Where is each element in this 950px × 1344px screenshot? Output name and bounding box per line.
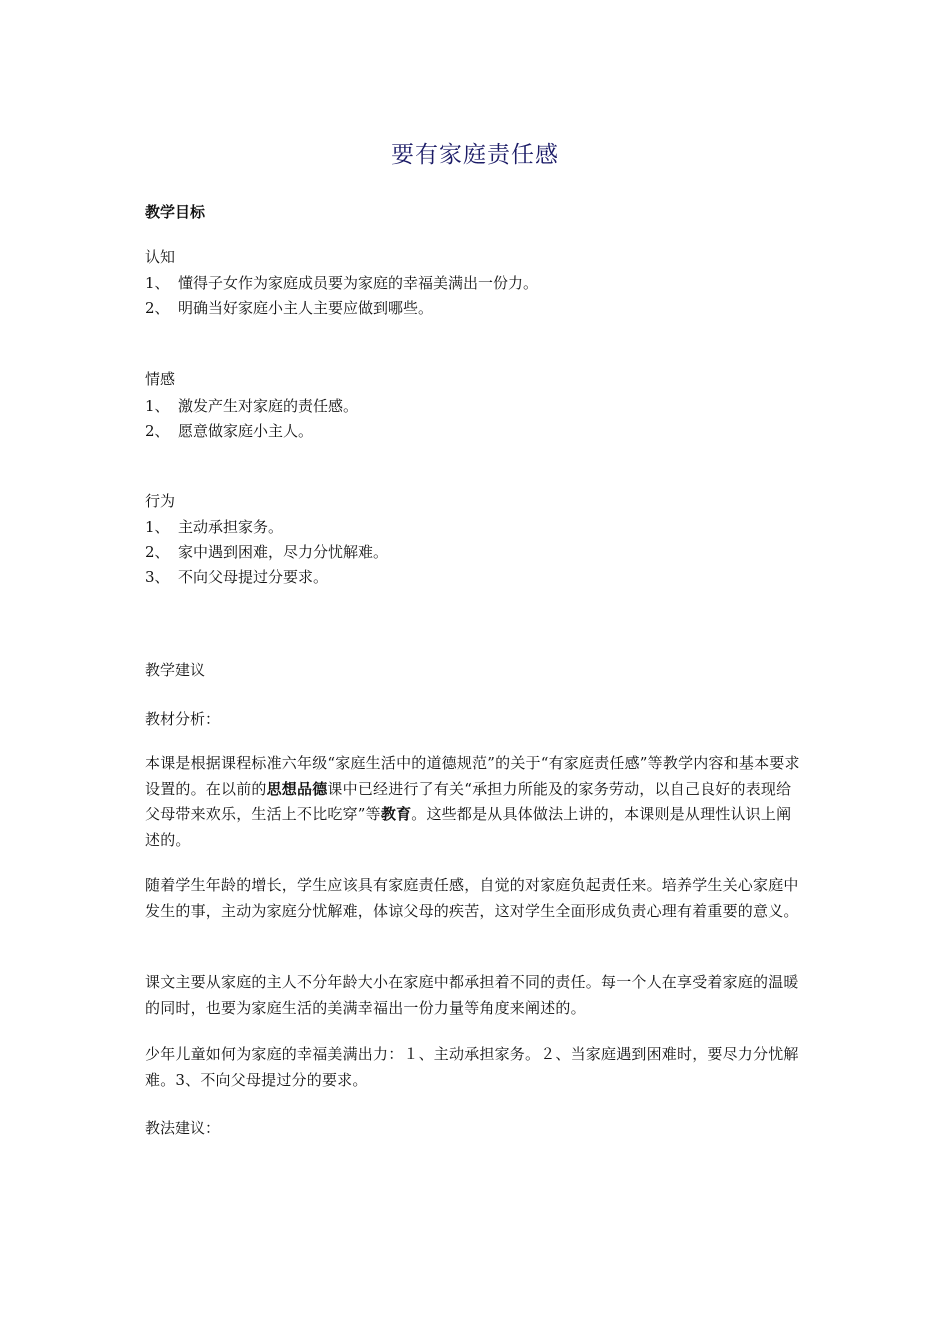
paragraph-3: 课文主要从家庭的主人不分年龄大小在家庭中都承担着不同的责任。每一个人在享受着家庭的温暖的同时，也要为家庭生活的美满幸福出一份力量等角度来阐述的。 [145,973,799,1017]
list-text: 明确当好家庭小主人主要应做到哪些。 [178,299,434,317]
paragraph-1-text-c: 。这些都是从具体做法上讲的，本课则是从理性认识上阐述的。 [145,805,792,849]
paragraph-1 [145,751,805,853]
list-number: 2、 [145,299,170,317]
list-number: 1、 [145,518,170,536]
teaching-method-heading: 教法建议： [145,1119,221,1137]
paragraph-1-text-b: 课中已经进行了有关“承担力所能及的家务劳动，以自己良好的表现给父母带来欢乐，生活上不比吃穿”等 [145,779,792,823]
behavior-item-1 [145,516,283,537]
emotion-label: 情感 [145,370,176,388]
material-analysis-heading: 教材分析： [145,710,221,728]
behavior-label: 行为 [145,492,176,510]
list-number: 2、 [145,543,170,561]
list-text: 家中遇到困难，尽力分忧解难。 [178,543,389,561]
teaching-suggestion-heading: 教学建议 [145,661,206,679]
list-number: 1、 [145,397,170,415]
list-number: 1、 [145,274,170,292]
cognition-item-2 [145,297,433,318]
list-number: 3、 [145,568,170,586]
paragraph-4: 少年儿童如何为家庭的幸福美满出力：１、主动承担家务。２、当家庭遇到困难时，要尽力分忧解难。3、不向父母提过分的要求。 [145,1045,799,1089]
paragraph-1-text-a: 本课是根据课程标准六年级“家庭生活中的道德规范”的关于“有家庭责任感”等教学内容和基本要求设置的。在以前的 [145,754,800,798]
emotion-item-2 [145,420,313,441]
list-text: 懂得子女作为家庭成员要为家庭的幸福美满出一份力。 [178,274,539,292]
teaching-goals-heading: 教学目标 [145,203,206,221]
paragraph-2: 随着学生年龄的增长，学生应该具有家庭责任感，自觉的对家庭负起责任来。培养学生关心家庭中发生的事，主动为家庭分忧解难，体谅父母的疾苦，这对学生全面形成负责心理有着重要的意义。 [145,876,799,920]
cognition-label: 认知 [145,248,176,266]
behavior-item-2 [145,541,388,562]
paragraph-1-bold-b: 教育 [380,805,412,823]
paragraph-1-bold-a: 思想品德 [266,779,328,798]
list-text: 主动承担家务。 [178,518,284,536]
list-text: 激发产生对家庭的责任感。 [178,397,359,415]
list-number: 2、 [145,422,170,440]
document-title: 要有家庭责任感 [391,142,559,168]
list-text: 不向父母提过分要求。 [178,568,329,586]
emotion-item-1 [145,395,358,416]
behavior-item-3 [145,566,328,587]
cognition-item-1 [145,272,538,293]
list-text: 愿意做家庭小主人。 [178,422,314,440]
